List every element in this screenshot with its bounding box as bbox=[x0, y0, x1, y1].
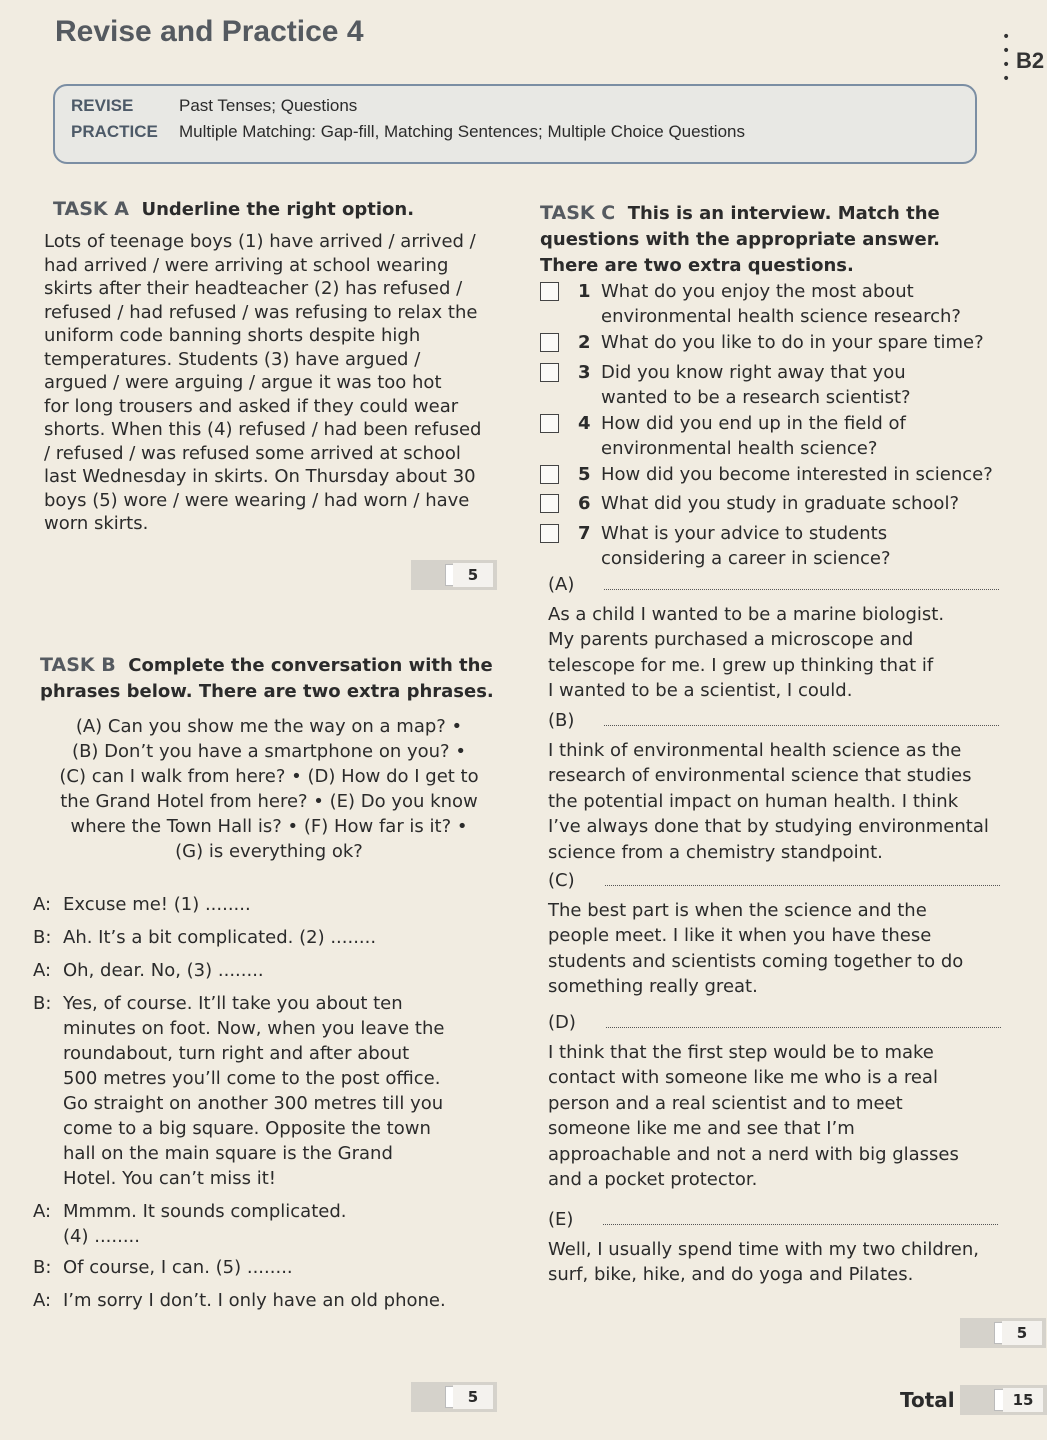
task-b-tag: TASK B bbox=[40, 654, 116, 676]
task-c-score-box bbox=[960, 1318, 1046, 1348]
answer-label: (C) bbox=[548, 870, 575, 891]
answer-line: contact with someone like me who is a real bbox=[548, 1067, 938, 1088]
dialog-text: Of course, I can. (5) ........ bbox=[63, 1257, 293, 1278]
dialog-line bbox=[33, 1288, 523, 1313]
question-text bbox=[601, 491, 1021, 516]
question-number: 1 bbox=[578, 281, 591, 302]
speaker-label: B: bbox=[33, 927, 52, 948]
answer-line: approachable and not a nerd with big glasses bbox=[548, 1143, 959, 1165]
answer-checkbox[interactable] bbox=[540, 465, 559, 484]
answer-checkbox[interactable] bbox=[540, 363, 559, 382]
answer-blank-line[interactable] bbox=[604, 580, 999, 590]
dialog-line bbox=[33, 1166, 523, 1191]
task-a-line: / refused / was refused some arrived at school bbox=[44, 442, 461, 464]
question-line: What did you study in graduate school? bbox=[601, 493, 959, 514]
answer-line: person and a real scientist and to meet bbox=[548, 1092, 903, 1114]
revise-practice-box bbox=[53, 84, 977, 164]
task-c-instruction-3: There are two extra questions. bbox=[540, 255, 854, 276]
answer-line: As a child I wanted to be a marine biologist. bbox=[548, 603, 945, 625]
speaker-label: B: bbox=[33, 1257, 52, 1278]
question-number: 4 bbox=[578, 413, 591, 434]
dialog-turn bbox=[33, 1255, 523, 1280]
task-b-dialog bbox=[33, 892, 523, 1319]
answer-heading bbox=[548, 1010, 1043, 1036]
dialog-line bbox=[33, 1016, 523, 1041]
question-text bbox=[601, 521, 1021, 571]
phrase-line: the Grand Hotel from here? • (E) Do you know bbox=[60, 791, 478, 812]
question-text bbox=[601, 462, 1021, 487]
task-a-line: last Wednesday in skirts. On Thursday about 30 bbox=[44, 466, 476, 487]
task-a-line: Lots of teenage boys (1) have arrived / arrived / bbox=[44, 231, 476, 252]
task-b-score-box bbox=[411, 1382, 497, 1412]
revise-text: Past Tenses; Questions bbox=[179, 96, 358, 115]
answer-block bbox=[548, 1010, 1043, 1193]
task-a-instruction: Underline the right option. bbox=[141, 199, 415, 220]
answer-heading bbox=[548, 572, 1043, 598]
speaker-label: B: bbox=[33, 993, 52, 1014]
phrase-line: (A) Can you show me the way on a map? • bbox=[75, 716, 463, 737]
dialog-turn bbox=[33, 1288, 523, 1313]
answer-checkbox[interactable] bbox=[540, 494, 559, 513]
dialog-text: Excuse me! (1) ........ bbox=[63, 894, 251, 915]
answer-checkbox[interactable] bbox=[540, 282, 559, 301]
dialog-line bbox=[33, 1041, 523, 1066]
dialog-line bbox=[33, 1066, 523, 1091]
task-b-phrase-list bbox=[30, 714, 508, 864]
answer-line: people meet. I like it when you have these bbox=[548, 925, 932, 946]
task-c-instruction-1: This is an interview. Match the bbox=[627, 203, 940, 224]
task-a-text bbox=[44, 230, 514, 536]
question-line: How did you end up in the field of bbox=[601, 413, 906, 434]
speaker-label: A: bbox=[33, 894, 52, 915]
task-a-heading bbox=[53, 198, 414, 220]
question-line: environmental health science research? bbox=[601, 306, 961, 327]
answer-line: Well, I usually spend time with my two children, bbox=[548, 1238, 979, 1260]
dialog-turn bbox=[33, 958, 523, 983]
answer-label: (B) bbox=[548, 710, 575, 731]
task-b-instruction-1: Complete the conversation with the bbox=[128, 655, 493, 676]
answer-label: (E) bbox=[548, 1209, 574, 1230]
speaker-label: A: bbox=[33, 1201, 52, 1222]
question-line: How did you become interested in science? bbox=[601, 464, 993, 485]
task-a-score-value: 5 bbox=[453, 563, 493, 587]
answer-line: someone like me and see that I’m bbox=[548, 1118, 855, 1139]
answer-checkbox[interactable] bbox=[540, 333, 559, 352]
answer-line: I think that the first step would be to make bbox=[548, 1041, 934, 1063]
page-title: Revise and Practice 4 bbox=[55, 15, 364, 48]
question-text bbox=[601, 330, 1021, 355]
question-text bbox=[601, 411, 1021, 461]
answer-line: The best part is when the science and the bbox=[548, 899, 927, 921]
dialog-line bbox=[33, 1116, 523, 1141]
dialog-text: Hotel. You can’t miss it! bbox=[63, 1168, 276, 1189]
answer-label: (A) bbox=[548, 574, 575, 595]
answer-line: something really great. bbox=[548, 976, 758, 997]
task-a-line: uniform code banning shorts despite high bbox=[44, 325, 421, 346]
task-a-line: refused / had refused / was refusing to relax the bbox=[44, 301, 478, 323]
dialog-text: Yes, of course. It’ll take you about ten bbox=[63, 993, 403, 1014]
practice-text: Multiple Matching: Gap-fill, Matching Sentences; Multiple Choice Questions bbox=[179, 122, 745, 141]
question-number: 5 bbox=[578, 464, 591, 485]
question-line: considering a career in science? bbox=[601, 548, 891, 569]
dialog-turn bbox=[33, 991, 523, 1191]
task-b-score-value: 5 bbox=[453, 1385, 493, 1409]
task-c-instruction-2: questions with the appropriate answer. bbox=[540, 229, 940, 250]
question-line: wanted to be a research scientist? bbox=[601, 387, 911, 408]
dialog-line bbox=[33, 1224, 523, 1249]
task-c-score-value: 5 bbox=[1002, 1321, 1042, 1345]
dialog-text: Oh, dear. No, (3) ........ bbox=[63, 960, 264, 981]
dialog-text: hall on the main square is the Grand bbox=[63, 1143, 393, 1164]
answer-line: surf, bike, hike, and do yoga and Pilates. bbox=[548, 1264, 914, 1285]
answer-blank-line[interactable] bbox=[604, 716, 999, 726]
dialog-text: (4) ........ bbox=[63, 1226, 140, 1247]
answer-heading bbox=[548, 868, 1043, 894]
dialog-line bbox=[33, 925, 523, 950]
level-label: B2 bbox=[1016, 48, 1045, 73]
dialog-turn bbox=[33, 1199, 523, 1249]
answer-blank-line[interactable] bbox=[603, 1215, 998, 1225]
task-b-heading bbox=[40, 652, 520, 705]
dialog-text: minutes on foot. Now, when you leave the bbox=[63, 1018, 445, 1039]
task-b-instruction-2: phrases below. There are two extra phrases. bbox=[40, 681, 494, 702]
dialog-text: Mmmm. It sounds complicated. bbox=[63, 1201, 347, 1222]
task-a-line: for long trousers and asked if they could wear bbox=[44, 395, 459, 417]
question-line: environmental health science? bbox=[601, 438, 878, 459]
answer-label: (D) bbox=[548, 1012, 576, 1033]
phrase-line: (B) Don’t you have a smartphone on you? • bbox=[72, 741, 466, 762]
dialog-line bbox=[33, 991, 523, 1016]
answer-line: science from a chemistry standpoint. bbox=[548, 841, 883, 863]
answer-blank-line[interactable] bbox=[606, 1018, 1001, 1028]
dialog-text: roundabout, turn right and after about bbox=[63, 1043, 410, 1064]
answer-line: research of environmental science that studies bbox=[548, 765, 972, 786]
dialog-line bbox=[33, 1199, 523, 1224]
task-a-line: worn skirts. bbox=[44, 513, 149, 534]
task-c-heading bbox=[540, 200, 1040, 279]
question-line: Did you know right away that you bbox=[601, 362, 906, 383]
task-a-line: temperatures. Students (3) have argued / bbox=[44, 348, 421, 370]
answer-heading bbox=[548, 1207, 1043, 1233]
answer-block bbox=[548, 572, 1043, 704]
question-line: What do you like to do in your spare time? bbox=[601, 332, 984, 353]
question-number: 3 bbox=[578, 362, 591, 383]
answer-blank-line[interactable] bbox=[605, 876, 1000, 886]
phrase-line: (G) is everything ok? bbox=[175, 841, 363, 862]
answer-line: students and scientists coming together to do bbox=[548, 950, 964, 972]
task-a-line: shorts. When this (4) refused / had been refused bbox=[44, 419, 482, 440]
phrase-line: (C) can I walk from here? • (D) How do I get to bbox=[59, 766, 479, 787]
answer-checkbox[interactable] bbox=[540, 414, 559, 433]
answer-line: I’ve always done that by studying environmental bbox=[548, 816, 989, 837]
dialog-line bbox=[33, 958, 523, 983]
practice-label: PRACTICE bbox=[71, 122, 158, 141]
dialog-text: Go straight on another 300 metres till you bbox=[63, 1093, 444, 1114]
question-number: 7 bbox=[578, 523, 591, 544]
question-number: 2 bbox=[578, 332, 591, 353]
answer-line: I wanted to be a scientist, I could. bbox=[548, 680, 853, 701]
dialog-turn bbox=[33, 925, 523, 950]
task-a-score-box bbox=[411, 560, 497, 590]
speaker-label: A: bbox=[33, 960, 52, 981]
question-text bbox=[601, 360, 1021, 410]
answer-line: My parents purchased a microscope and bbox=[548, 629, 914, 650]
question-text bbox=[601, 279, 1021, 329]
level-badge bbox=[1000, 30, 1047, 90]
dialog-turn bbox=[33, 892, 523, 917]
phrase-line: where the Town Hall is? • (F) How far is it? • bbox=[70, 816, 468, 837]
task-a-line: skirts after their headteacher (2) has refused / bbox=[44, 278, 463, 299]
dialog-line bbox=[33, 1091, 523, 1116]
answer-block bbox=[548, 1207, 1043, 1288]
task-c-tag: TASK C bbox=[540, 202, 616, 224]
dialog-text: I’m sorry I don’t. I only have an old phone. bbox=[63, 1290, 446, 1311]
task-a-line: argued / were arguing / argue it was too hot bbox=[44, 372, 442, 393]
task-a-tag: TASK A bbox=[53, 198, 129, 220]
dialog-line bbox=[33, 1141, 523, 1166]
answer-line: I think of environmental health science as the bbox=[548, 739, 962, 761]
question-number: 6 bbox=[578, 493, 591, 514]
task-a-line: had arrived / were arriving at school wearing bbox=[44, 254, 449, 276]
revise-label: REVISE bbox=[71, 96, 134, 115]
question-line: What do you enjoy the most about bbox=[601, 281, 914, 302]
dialog-line bbox=[33, 1255, 523, 1280]
dialog-line bbox=[33, 892, 523, 917]
answer-heading bbox=[548, 708, 1043, 734]
answer-line: telescope for me. I grew up thinking that if bbox=[548, 654, 934, 676]
level-badge-dots-icon: • • • • bbox=[1002, 29, 1011, 87]
total-score-value: 15 bbox=[1003, 1388, 1043, 1412]
speaker-label: A: bbox=[33, 1290, 52, 1311]
task-a-line: boys (5) wore / were wearing / had worn / have bbox=[44, 489, 470, 511]
dialog-text: come to a big square. Opposite the town bbox=[63, 1118, 431, 1139]
answer-line: and a pocket protector. bbox=[548, 1169, 758, 1190]
answer-block bbox=[548, 708, 1043, 865]
answer-line: the potential impact on human health. I think bbox=[548, 790, 959, 812]
total-score-box bbox=[960, 1385, 1047, 1415]
answer-block bbox=[548, 868, 1043, 1000]
dialog-text: 500 metres you’ll come to the post office. bbox=[63, 1068, 441, 1089]
dialog-text: Ah. It’s a bit complicated. (2) ........ bbox=[63, 927, 377, 948]
answer-checkbox[interactable] bbox=[540, 524, 559, 543]
total-label: Total bbox=[900, 1388, 955, 1412]
question-line: What is your advice to students bbox=[601, 523, 888, 544]
